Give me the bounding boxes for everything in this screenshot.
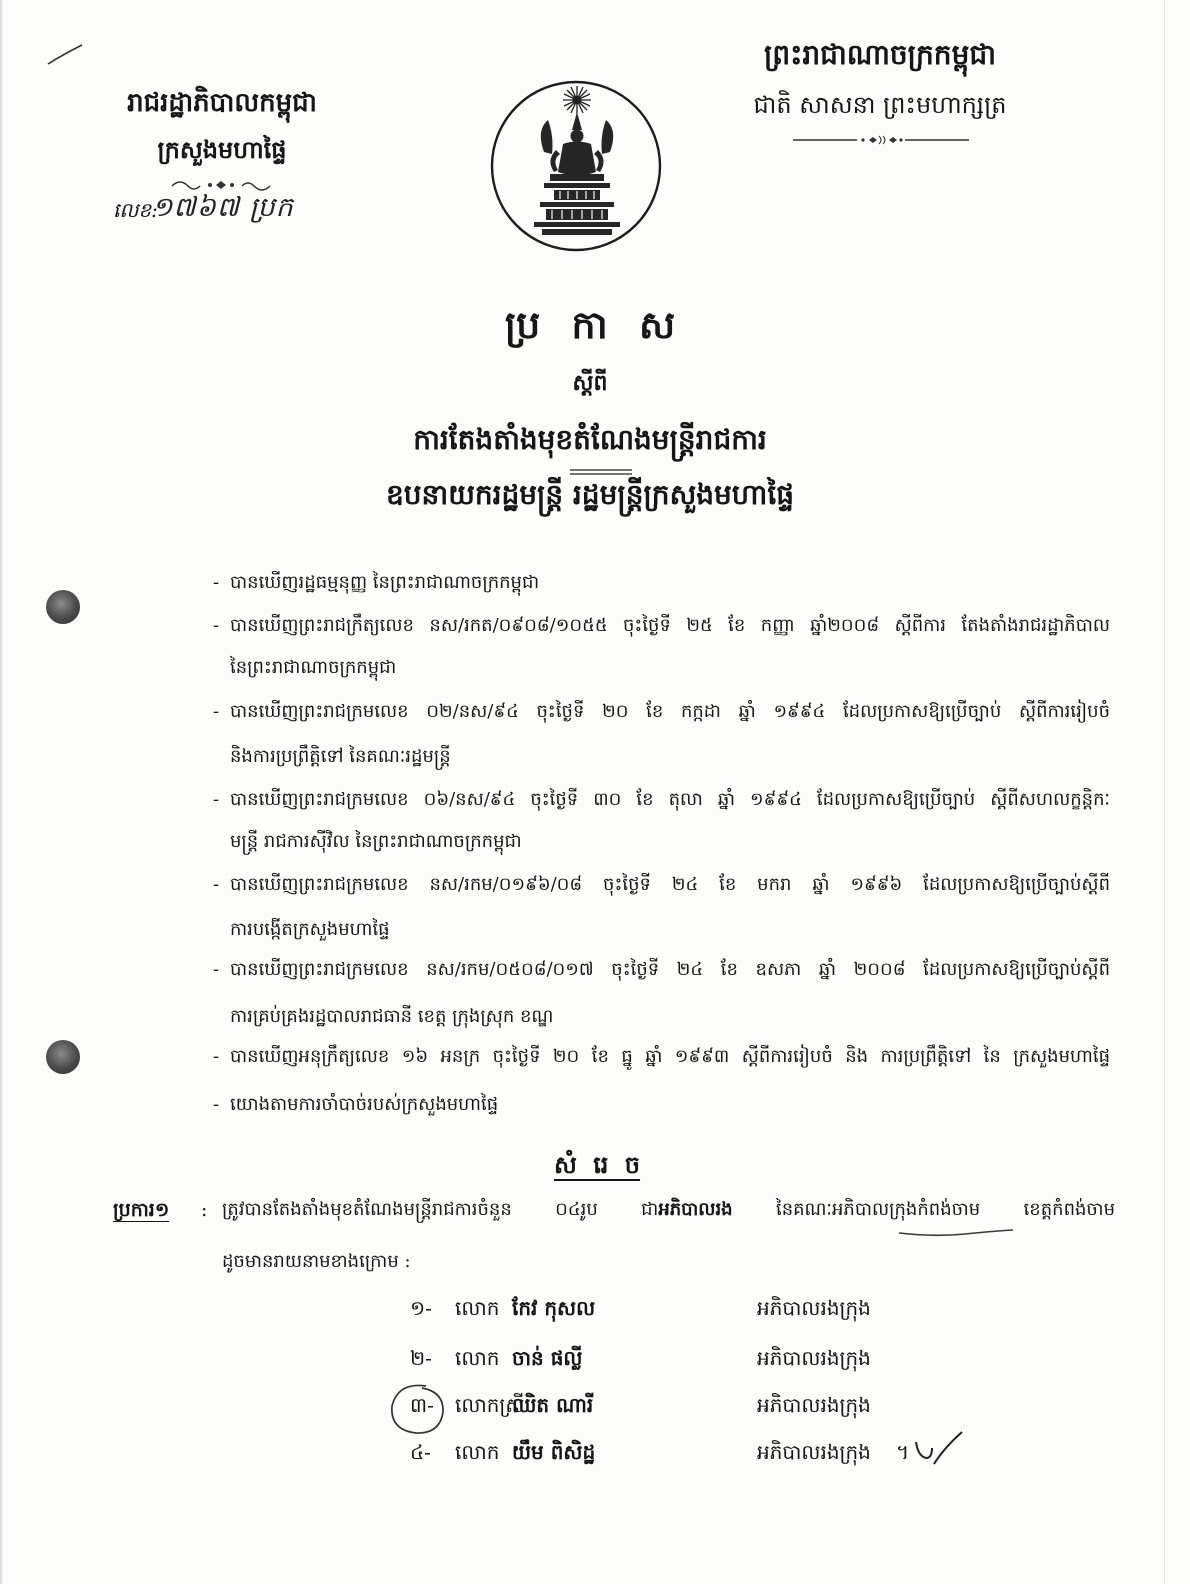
consideration-line: មន្ត្រី រាជការស៊ីវិល នៃព្រះរាជាណាចក្រកម្ពុជា [230,831,522,852]
consideration-line: បានឃើញព្រះរាជក្រមលេខ ០៦/នស/៩៤ ចុះថ្ងៃទី ៣០ ខែ តុលា ឆ្នាំ ១៩៩៤ ដែលប្រកាសឱ្យប្រើច្បាប់ ស្តីពីសហលក្ខន្តិកៈ [230,789,1110,810]
appointee-position: អភិបាលរងក្រុង [757,1296,871,1320]
appointee-position: អភិបាលរងក្រុង [757,1346,871,1370]
bullet-marker: - [213,572,220,593]
bullet-marker: - [213,874,220,895]
consideration-line: បានឃើញព្រះរាជក្រមលេខ នស/រកម/០៥០៨/០១៧ ចុះថ្ងៃទី ២៤ ខែ ឧសភា ឆ្នាំ ២០០៨ ដែលប្រកាសឱ្យប្រើច្បាប់ស្តីពី [230,959,1110,980]
bullet-marker: - [213,789,220,810]
consideration-line: បានឃើញព្រះរាជក្រមលេខ ០២/នស/៩៤ ចុះថ្ងៃទី ២០ ខែ កក្កដា ឆ្នាំ ១៩៩៤ ដែលប្រកាសឱ្យប្រើច្បាប់ ស្តីពីការរៀបចំ [230,701,1110,722]
document-number-handwritten: ១៧៦៧ ប្រក [152,192,294,223]
decision-heading: សំ រេ ច [553,1150,641,1179]
article-text-part: ត្រូវបានតែងតាំងមុខតំណែងមន្ត្រីរាជការចំនួន ០៤រូប ជា [222,1199,659,1220]
appointee-name: យឹម ពិសិដ្ឋ [512,1440,596,1464]
appointee-honorific: លោក [455,1440,500,1464]
handwritten-underline-mark [895,1224,1017,1240]
national-motto: ជាតិ សាសនា ព្រះមហាក្សត្រ [753,91,1007,119]
document-number-label: លេខ: [113,198,158,222]
proclamation-heading: ប្រ កា ស [504,302,676,347]
proclamation-subject: ការតែងតាំងមុខតំណែងមន្ត្រីរាជការ [413,423,767,456]
proclamation-issuer: ឧបនាយករដ្ឋមន្ត្រី រដ្ឋមន្ត្រីក្រសួងមហាផ្ទៃ [385,478,794,511]
consideration-line: បានឃើញព្រះរាជក្រឹត្យលេខ នស/រកត/០៩០៨/១០៥៥ ចុះថ្ងៃទី ២៥ ខែ កញ្ញា ឆ្នាំ២០០៨ ស្តីពីការ តែងតាំងរាជរដ្ឋាភិបាល [230,615,1110,636]
scan-right-edge [1164,0,1165,1584]
handwritten-check-icon [912,1428,966,1470]
article-marked-city: ក្រុងកំពង់ចាម [889,1199,981,1220]
punch-hole [46,590,80,624]
consideration-line: បានឃើញរដ្ឋធម្មនុញ្ញ នៃព្រះរាជាណាចក្រកម្ពុជា [230,572,540,593]
motto-ornament-icon [793,134,969,146]
appointee-number: ៣- [410,1393,434,1417]
bullet-marker: - [213,1094,220,1115]
article-text-part: ខេត្តកំពង់ចាម [980,1199,1115,1220]
appointee-name: កែវ កុសល [512,1296,596,1320]
bullet-marker: - [213,959,220,980]
appointee-number: ១- [410,1296,432,1320]
consideration-line: និងការប្រព្រឹត្តិទៅ នៃគណៈរដ្ឋមន្ត្រី [230,746,451,767]
about-label: ស្តីពី [572,370,608,396]
end-mark: ។ [896,1440,910,1464]
government-title: រាជរដ្ឋាភិបាលកម្ពុជា [127,88,317,118]
article-separator: : [201,1199,208,1221]
scan-left-edge [0,0,3,1584]
consideration-line: ការគ្រប់គ្រងរដ្ឋបាលរាជធានី ខេត្ត ក្រុងស្រុក ខណ្ឌ [230,1006,554,1027]
article-position-bold: អភិបាលរង [658,1199,733,1220]
ministry-title: ក្រសួងមហាផ្ទៃ [157,135,287,164]
appointee-honorific: លោក [455,1296,500,1320]
appointee-number: ២- [410,1346,432,1370]
royal-seal [486,78,666,256]
appointee-honorific: លោកស្រី [455,1393,525,1417]
article-text-line: ដូចមានរាយនាមខាងក្រោម : [222,1251,411,1272]
appointee-position: អភិបាលរងក្រុង [757,1440,871,1464]
appointee-honorific: លោក [455,1346,500,1370]
appointee-number: ៤- [410,1440,431,1464]
article-label: ប្រការ១ [113,1199,170,1221]
seal-emblem-icon [534,112,620,235]
handwritten-circle-mark [386,1380,448,1438]
bullet-marker: - [213,1046,220,1067]
consideration-line: នៃព្រះរាជាណាចក្រកម្ពុជា [230,657,397,678]
article-text-part: នៃគណៈអភិបាល [732,1199,890,1220]
consideration-line: បានឃើញព្រះរាជក្រមលេខ នស/រកម/០១៩៦/០៨ ចុះថ្ងៃទី ២៤ ខែ មករា ឆ្នាំ ១៩៩៦ ដែលប្រកាសឱ្យប្រើច្បាប់ស្តីពី [230,874,1110,895]
consideration-line: ការបង្កើតក្រសួងមហាផ្ទៃ [230,919,390,940]
handwritten-stroke-icon [44,40,88,68]
bullet-marker: - [213,615,220,636]
appointee-position: អភិបាលរងក្រុង [757,1393,871,1417]
punch-hole [46,1040,80,1074]
appointee-name: ចាន់ ផល្លី [512,1346,583,1370]
consideration-line: យោងតាមការចាំបាច់របស់ក្រសួងមហាផ្ទៃ [230,1094,499,1115]
bullet-marker: - [213,701,220,722]
kingdom-title: ព្រះរាជាណាចក្រកម្ពុជា [763,38,996,71]
consideration-line: បានឃើញអនុក្រឹត្យលេខ ១៦ អនក្រ ចុះថ្ងៃទី ២០ ខែ ធ្នូ ឆ្នាំ ១៩៩៣ ស្តីពីការរៀបចំ និង ការប្រព្រឹត្តិទៅ នៃ ក្រសួងមហាផ្ទៃ [230,1046,1110,1067]
appointee-name: ឈិត ណារី [512,1393,594,1417]
